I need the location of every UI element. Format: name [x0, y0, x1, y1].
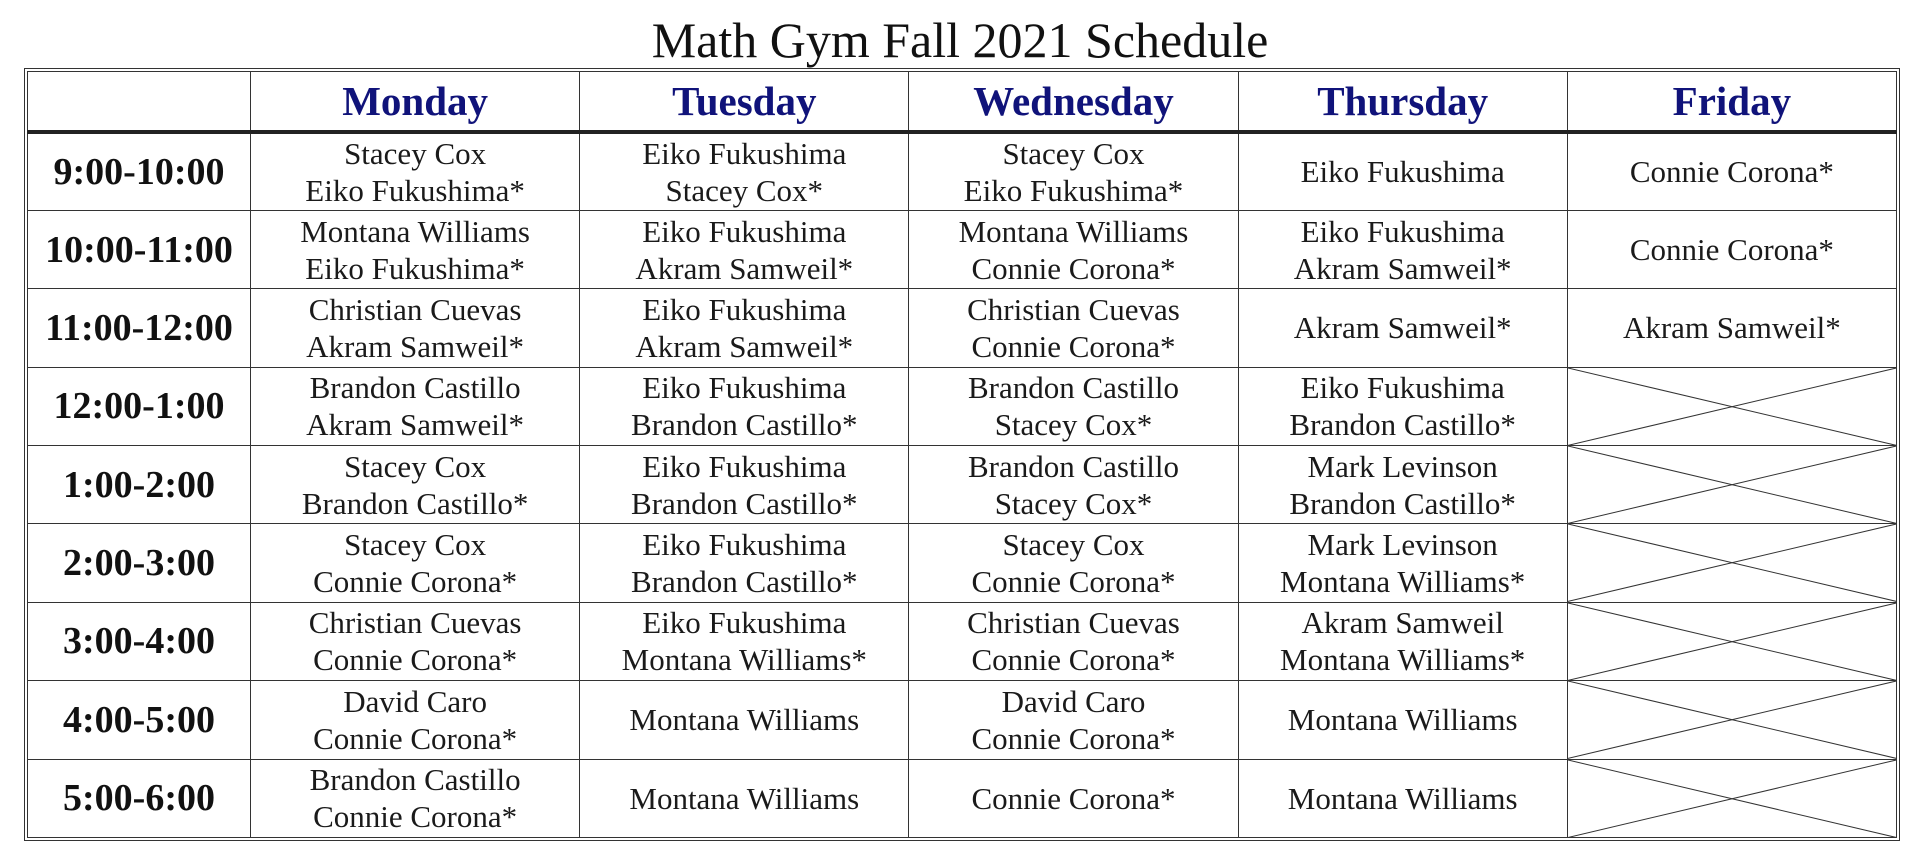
tutor-name-secondary: Eiko Fukushima*: [305, 250, 525, 286]
tutor-name: Brandon Castillo: [309, 370, 521, 406]
closed-slot-cross: [1567, 367, 1896, 445]
time-slot-label: 9:00-10:00: [28, 132, 251, 210]
tutor-name: Montana Williams: [958, 213, 1189, 249]
schedule-row: [28, 132, 1897, 210]
schedule-cell-thursday: [1238, 367, 1567, 445]
tutor-name-secondary: Brandon Castillo*: [631, 407, 858, 443]
schedule-row: [28, 446, 1897, 524]
tutor-name: Brandon Castillo: [967, 370, 1179, 406]
tutor-name: Montana Williams: [629, 702, 860, 738]
schedule-cell-tuesday: [580, 759, 909, 838]
tutor-name-secondary: Brandon Castillo*: [1289, 485, 1516, 521]
time-slot-label: 11:00-12:00: [28, 289, 251, 367]
tutor-name-secondary: Connie Corona*: [313, 799, 518, 835]
schedule-cell-monday: [251, 446, 580, 524]
tutor-name-secondary: Brandon Castillo*: [631, 564, 858, 600]
tutor-name: Montana Williams: [1287, 702, 1518, 738]
schedule-row: [28, 210, 1897, 288]
tutor-name: Montana Williams: [300, 213, 530, 249]
schedule-cell-friday: [1567, 210, 1896, 288]
schedule-cell-thursday: [1238, 132, 1567, 210]
schedule-cell-tuesday: [580, 210, 909, 288]
tutor-name: Eiko Fukushima: [642, 291, 847, 327]
tutor-name: Eiko Fukushima: [1300, 370, 1505, 406]
tutor-name: Eiko Fukushima: [642, 448, 847, 484]
schedule-cell-wednesday: [909, 524, 1238, 602]
tutor-name: Christian Cuevas: [308, 605, 522, 641]
schedule-cell-tuesday: [580, 602, 909, 680]
schedule-cell-wednesday: [909, 367, 1238, 445]
cross-out-icon: [1568, 681, 1896, 758]
day-header-wednesday: Wednesday: [909, 72, 1238, 133]
tutor-name: Montana Williams: [1287, 780, 1518, 816]
closed-slot-cross: [1567, 759, 1896, 838]
tutor-name-secondary: Montana Williams*: [621, 642, 867, 678]
schedule-cell-wednesday: [909, 681, 1238, 759]
schedule-cell-wednesday: [909, 602, 1238, 680]
time-slot-label: 1:00-2:00: [28, 446, 251, 524]
page-title: Math Gym Fall 2021 Schedule: [651, 12, 1269, 68]
tutor-name-secondary: Connie Corona*: [971, 328, 1176, 364]
tutor-name-secondary: Akram Samweil*: [306, 328, 524, 364]
schedule-cell-thursday: [1238, 446, 1567, 524]
schedule-cell-thursday: [1238, 524, 1567, 602]
closed-slot-cross: [1567, 524, 1896, 602]
schedule-row: [28, 367, 1897, 445]
schedule-cell-thursday: [1238, 602, 1567, 680]
time-slot-label: 4:00-5:00: [28, 681, 251, 759]
tutor-name: Christian Cuevas: [308, 291, 522, 327]
schedule-row: [28, 681, 1897, 759]
schedule-cell-monday: [251, 132, 580, 210]
schedule-cell-tuesday: [580, 132, 909, 210]
tutor-name: Mark Levinson: [1307, 527, 1498, 563]
time-slot-label: 3:00-4:00: [28, 602, 251, 680]
tutor-name: Christian Cuevas: [967, 291, 1180, 327]
tutor-name: Brandon Castillo: [309, 762, 521, 798]
day-header-friday: Friday: [1567, 72, 1896, 133]
tutor-name: Stacey Cox: [344, 135, 487, 171]
tutor-name: Stacey Cox: [344, 527, 487, 563]
schedule-cell-thursday: [1238, 210, 1567, 288]
tutor-name-secondary: Akram Samweil*: [635, 250, 854, 286]
tutor-name-secondary: Connie Corona*: [971, 250, 1176, 286]
cross-out-icon: [1568, 760, 1896, 838]
tutor-name-secondary: Stacey Cox*: [994, 485, 1153, 521]
corner-cell: [28, 72, 251, 133]
closed-slot-cross: [1567, 446, 1896, 524]
schedule-cell-thursday: [1238, 289, 1567, 367]
cross-out-icon: [1568, 368, 1896, 445]
schedule-cell-friday: [1567, 132, 1896, 210]
tutor-name: David Caro: [1001, 683, 1146, 719]
schedule-cell-monday: [251, 367, 580, 445]
cross-out-icon: [1568, 446, 1896, 523]
day-header-thursday: Thursday: [1238, 72, 1567, 133]
schedule-cell-tuesday: [580, 289, 909, 367]
tutor-name-secondary: Montana Williams*: [1280, 642, 1526, 678]
schedule-cell-monday: [251, 759, 580, 838]
tutor-name-secondary: Brandon Castillo*: [1289, 407, 1516, 443]
tutor-name: Stacey Cox: [344, 448, 487, 484]
tutor-name: Mark Levinson: [1307, 448, 1498, 484]
day-header-monday: Monday: [251, 72, 580, 133]
tutor-name: Akram Samweil*: [1293, 310, 1512, 346]
tutor-name: Akram Samweil: [1301, 605, 1504, 641]
tutor-name-secondary: Brandon Castillo*: [301, 485, 529, 521]
tutor-name: Connie Corona*: [971, 780, 1176, 816]
tutor-name-secondary: Connie Corona*: [313, 642, 518, 678]
schedule-body: [28, 132, 1897, 838]
tutor-name-secondary: Connie Corona*: [971, 642, 1176, 678]
schedule-cell-monday: [251, 210, 580, 288]
tutor-name: Eiko Fukushima: [1300, 154, 1505, 190]
tutor-name-secondary: Akram Samweil*: [635, 328, 854, 364]
tutor-name-secondary: Connie Corona*: [971, 564, 1176, 600]
schedule-cell-thursday: [1238, 759, 1567, 838]
tutor-name: Eiko Fukushima: [642, 605, 847, 641]
time-slot-label: 2:00-3:00: [28, 524, 251, 602]
tutor-name: Brandon Castillo: [967, 448, 1179, 484]
schedule-cell-tuesday: [580, 446, 909, 524]
day-header-tuesday: Tuesday: [580, 72, 909, 133]
tutor-name: Stacey Cox: [1002, 527, 1145, 563]
schedule-cell-wednesday: [909, 446, 1238, 524]
time-slot-label: 10:00-11:00: [28, 210, 251, 288]
cross-out-icon: [1568, 603, 1896, 680]
schedule-cell-monday: [251, 602, 580, 680]
schedule-cell-wednesday: [909, 210, 1238, 288]
tutor-name: David Caro: [343, 683, 487, 719]
time-slot-label: 5:00-6:00: [28, 759, 251, 838]
tutor-name-secondary: Brandon Castillo*: [631, 485, 858, 521]
schedule-row: [28, 524, 1897, 602]
tutor-name-secondary: Akram Samweil*: [1293, 250, 1512, 286]
schedule-row: [28, 759, 1897, 838]
tutor-name: Eiko Fukushima: [642, 135, 847, 171]
schedule-cell-friday: [1567, 289, 1896, 367]
tutor-name-secondary: Connie Corona*: [313, 564, 518, 600]
tutor-name-secondary: Connie Corona*: [313, 720, 518, 756]
tutor-name: Stacey Cox: [1002, 135, 1145, 171]
time-slot-label: 12:00-1:00: [28, 367, 251, 445]
cross-out-icon: [1568, 524, 1896, 601]
header-row: [28, 72, 1897, 133]
tutor-name: Christian Cuevas: [967, 605, 1180, 641]
tutor-name-secondary: Eiko Fukushima*: [305, 172, 525, 208]
schedule-cell-thursday: [1238, 681, 1567, 759]
schedule-cell-tuesday: [580, 367, 909, 445]
schedule-cell-wednesday: [909, 132, 1238, 210]
tutor-name-secondary: Eiko Fukushima*: [963, 172, 1184, 208]
tutor-name: Akram Samweil*: [1622, 310, 1841, 346]
closed-slot-cross: [1567, 602, 1896, 680]
schedule-cell-wednesday: [909, 289, 1238, 367]
schedule-cell-monday: [251, 289, 580, 367]
schedule-row: [28, 289, 1897, 367]
schedule-table: [27, 71, 1897, 838]
tutor-name: Montana Williams: [629, 780, 860, 816]
schedule-cell-tuesday: [580, 681, 909, 759]
tutor-name: Connie Corona*: [1629, 232, 1834, 268]
tutor-name-secondary: Montana Williams*: [1280, 564, 1526, 600]
closed-slot-cross: [1567, 681, 1896, 759]
tutor-name: Eiko Fukushima: [642, 527, 847, 563]
tutor-name-secondary: Connie Corona*: [971, 720, 1176, 756]
schedule-cell-monday: [251, 681, 580, 759]
tutor-name: Connie Corona*: [1629, 154, 1834, 190]
schedule-cell-monday: [251, 524, 580, 602]
tutor-name: Eiko Fukushima: [642, 370, 847, 406]
schedule-cell-wednesday: [909, 759, 1238, 838]
schedule-cell-tuesday: [580, 524, 909, 602]
schedule-row: [28, 602, 1897, 680]
tutor-name-secondary: Stacey Cox*: [665, 172, 824, 208]
tutor-name: Eiko Fukushima: [642, 213, 847, 249]
tutor-name: Eiko Fukushima: [1300, 213, 1505, 249]
tutor-name-secondary: Stacey Cox*: [994, 407, 1153, 443]
tutor-name-secondary: Akram Samweil*: [306, 407, 524, 443]
